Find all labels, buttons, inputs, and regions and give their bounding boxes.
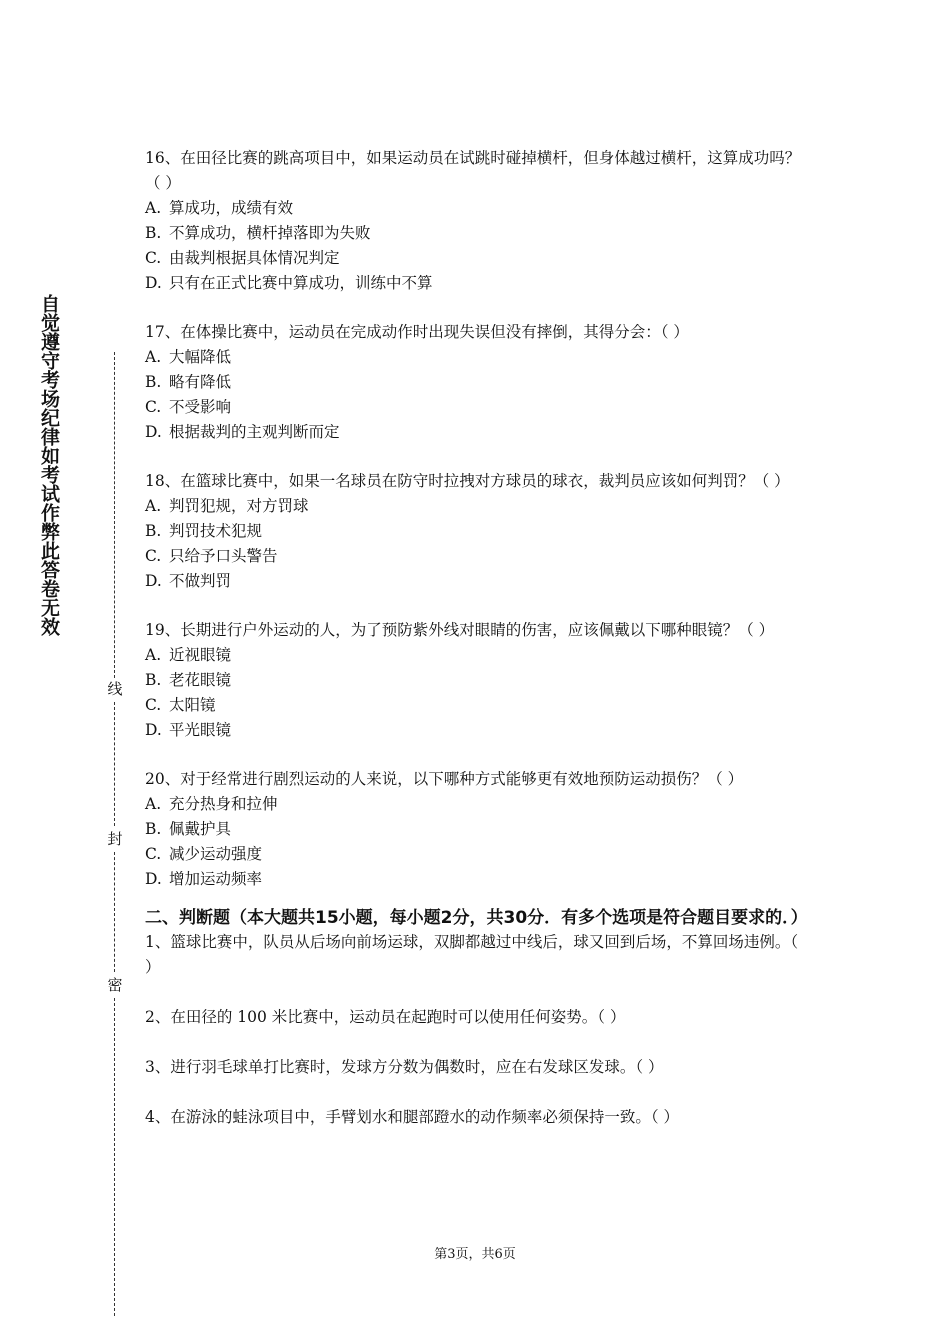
option-d: D. 增加运动频率 xyxy=(145,870,263,888)
binding-line xyxy=(114,998,115,1316)
binding-line xyxy=(114,352,115,678)
option-d: D. 平光眼镜 xyxy=(145,721,232,739)
option-a: A. 近视眼镜 xyxy=(145,646,232,664)
question-17 xyxy=(145,320,810,445)
option-c: C. 太阳镜 xyxy=(145,696,216,714)
option-c: C. 由裁判根据具体情况判定 xyxy=(145,249,340,267)
option-b: B. 不算成功，横杆掉落即为失败 xyxy=(145,224,371,242)
question-20 xyxy=(145,767,810,892)
exam-rules-notice: 自觉遵守考场纪律如考试作弊此答卷无效 xyxy=(38,294,60,636)
tf-question-4: 4、在游泳的蛙泳项目中，手臂划水和腿部蹬水的动作频率必须保持一致。（ ） xyxy=(145,1108,680,1126)
option-a: A. 判罚犯规，对方罚球 xyxy=(145,497,309,515)
binding-line xyxy=(114,852,115,972)
tf-question-2: 2、在田径的 100 米比赛中，运动员在起跑时可以使用任何姿势。（ ） xyxy=(145,1008,626,1026)
question-16 xyxy=(145,146,810,296)
tf-question-3: 3、进行羽毛球单打比赛时，发球方分数为偶数时，应在右发球区发球。（ ） xyxy=(145,1058,664,1076)
option-b: B. 佩戴护具 xyxy=(145,820,232,838)
option-a: A. 大幅降低 xyxy=(145,348,232,366)
question-stem: 18、在篮球比赛中，如果一名球员在防守时拉拽对方球员的球衣，裁判员应该如何判罚？（ ） xyxy=(145,472,790,490)
option-a: A. 充分热身和拉伸 xyxy=(145,795,278,813)
section-title: 二、判断题（本大题共15小题，每小题2分，共30分．有多个选项是符合题目要求的．） xyxy=(145,908,808,928)
tf-question-1: 1、篮球比赛中，队员从后场向前场运球，双脚都越过中线后，球又回到后场，不算回场违例。（ ） xyxy=(145,933,799,976)
question-stem: 20、对于经常进行剧烈运动的人来说，以下哪种方式能够更有效地预防运动损伤？（ ） xyxy=(145,770,744,788)
option-b: B. 略有降低 xyxy=(145,373,232,391)
option-d: D. 只有在正式比赛中算成功，训练中不算 xyxy=(145,274,433,292)
question-stem: 17、在体操比赛中，运动员在完成动作时出现失误但没有摔倒，其得分会：（ ） xyxy=(145,323,689,341)
option-c: C. 只给予口头警告 xyxy=(145,547,278,565)
option-a: A. 算成功，成绩有效 xyxy=(145,199,294,217)
binding-line xyxy=(114,702,115,826)
option-d: D. 不做判罚 xyxy=(145,572,232,590)
question-18 xyxy=(145,469,810,594)
binding-mark-line: 线 xyxy=(107,680,123,698)
question-stem: 16、在田径比赛的跳高项目中，如果运动员在试跳时碰掉横杆，但身体越过横杆，这算成功吗？（ ） xyxy=(145,149,801,192)
question-stem: 19、长期进行户外运动的人，为了预防紫外线对眼睛的伤害，应该佩戴以下哪种眼镜？（ ） xyxy=(145,621,775,639)
option-b: B. 判罚技术犯规 xyxy=(145,522,263,540)
binding-mark-secret: 密 xyxy=(107,976,123,994)
option-d: D. 根据裁判的主观判断而定 xyxy=(145,423,340,441)
option-b: B. 老花眼镜 xyxy=(145,671,232,689)
option-c: C. 减少运动强度 xyxy=(145,845,263,863)
binding-mark-seal: 封 xyxy=(107,830,123,848)
exam-content xyxy=(145,146,810,1130)
question-19 xyxy=(145,618,810,743)
option-c: C. 不受影响 xyxy=(145,398,232,416)
page-number: 第3页，共6页 xyxy=(434,1247,516,1262)
